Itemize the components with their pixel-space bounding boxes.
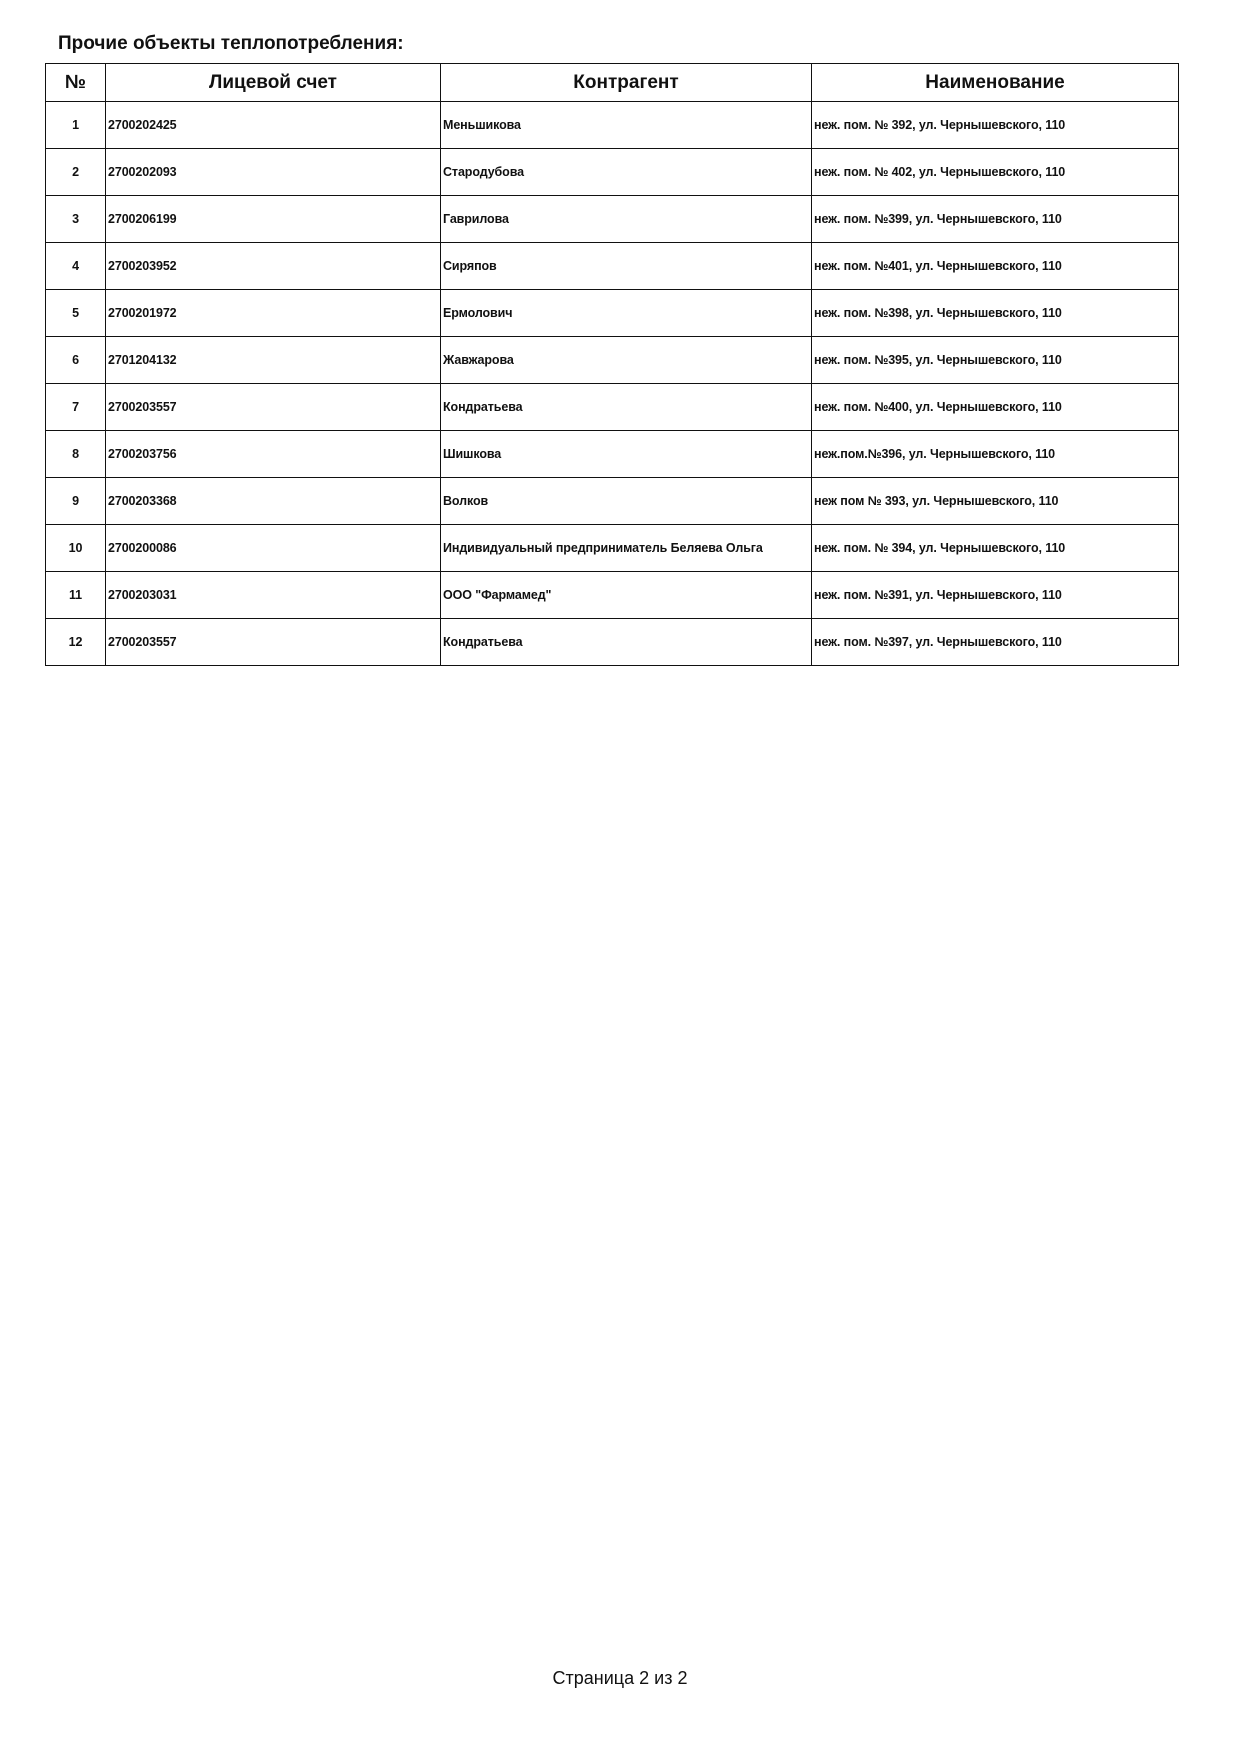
header-num: №: [46, 64, 106, 102]
row-contractor: Сиряпов: [441, 243, 812, 290]
row-name: неж пом № 393, ул. Чернышевского, 110: [812, 478, 1179, 525]
row-contractor: Кондратьева: [441, 384, 812, 431]
page-current: 2: [639, 1668, 650, 1688]
row-account: 2700203952: [106, 243, 441, 290]
heat-consumers-table-wrapper: [45, 63, 1178, 666]
row-name: неж. пом. №401, ул. Чернышевского, 110: [812, 243, 1179, 290]
row-name: неж. пом. №397, ул. Чернышевского, 110: [812, 619, 1179, 666]
row-account: 2700203756: [106, 431, 441, 478]
table-row: [46, 525, 1179, 572]
table-row: [46, 337, 1179, 384]
table-row: [46, 149, 1179, 196]
row-contractor: Шишкова: [441, 431, 812, 478]
table-row: [46, 619, 1179, 666]
header-name: Наименование: [812, 64, 1179, 102]
table-header-row: [46, 64, 1179, 102]
row-contractor: Волков: [441, 478, 812, 525]
page-total: 2: [677, 1668, 688, 1688]
row-account: 2700203557: [106, 384, 441, 431]
row-account: 2700203031: [106, 572, 441, 619]
page-footer: [0, 1668, 1240, 1689]
row-name: неж.пом.№396, ул. Чернышевского, 110: [812, 431, 1179, 478]
table-row: [46, 196, 1179, 243]
row-contractor: Гаврилова: [441, 196, 812, 243]
row-account: 2700203368: [106, 478, 441, 525]
row-number: 6: [46, 337, 106, 384]
row-name: неж. пом. №399, ул. Чернышевского, 110: [812, 196, 1179, 243]
row-name: неж. пом. № 392, ул. Чернышевского, 110: [812, 102, 1179, 149]
row-account: 2701204132: [106, 337, 441, 384]
page-label: Страница: [552, 1668, 635, 1688]
row-name: неж. пом. №395, ул. Чернышевского, 110: [812, 337, 1179, 384]
row-account: 2700202093: [106, 149, 441, 196]
page-separator: из: [654, 1668, 673, 1688]
row-contractor: ООО "Фармамед": [441, 572, 812, 619]
row-account: 2700206199: [106, 196, 441, 243]
row-name: неж. пом. №391, ул. Чернышевского, 110: [812, 572, 1179, 619]
header-contractor: Контрагент: [441, 64, 812, 102]
row-number: 3: [46, 196, 106, 243]
row-contractor: Ермолович: [441, 290, 812, 337]
row-contractor: Кондратьева: [441, 619, 812, 666]
table-row: [46, 384, 1179, 431]
row-number: 9: [46, 478, 106, 525]
heat-consumers-table: [45, 63, 1179, 666]
row-number: 8: [46, 431, 106, 478]
row-number: 10: [46, 525, 106, 572]
row-account: 2700201972: [106, 290, 441, 337]
table-row: [46, 478, 1179, 525]
row-number: 2: [46, 149, 106, 196]
table-row: [46, 431, 1179, 478]
row-contractor: Индивидуальный предприниматель Беляева Ольга: [441, 525, 812, 572]
row-name: неж. пом. № 394, ул. Чернышевского, 110: [812, 525, 1179, 572]
header-account: Лицевой счет: [106, 64, 441, 102]
row-number: 5: [46, 290, 106, 337]
row-account: 2700203557: [106, 619, 441, 666]
row-contractor: Стародубова: [441, 149, 812, 196]
document-heading: Прочие объекты теплопотребления:: [58, 33, 404, 54]
row-number: 7: [46, 384, 106, 431]
table-row: [46, 102, 1179, 149]
row-contractor: Жавжарова: [441, 337, 812, 384]
row-name: неж. пом. №400, ул. Чернышевского, 110: [812, 384, 1179, 431]
row-name: неж. пом. №398, ул. Чернышевского, 110: [812, 290, 1179, 337]
row-number: 11: [46, 572, 106, 619]
row-contractor: Меньшикова: [441, 102, 812, 149]
row-number: 12: [46, 619, 106, 666]
row-number: 1: [46, 102, 106, 149]
table-row: [46, 290, 1179, 337]
row-name: неж. пом. № 402, ул. Чернышевского, 110: [812, 149, 1179, 196]
row-number: 4: [46, 243, 106, 290]
row-account: 2700200086: [106, 525, 441, 572]
table-row: [46, 243, 1179, 290]
row-account: 2700202425: [106, 102, 441, 149]
table-row: [46, 572, 1179, 619]
